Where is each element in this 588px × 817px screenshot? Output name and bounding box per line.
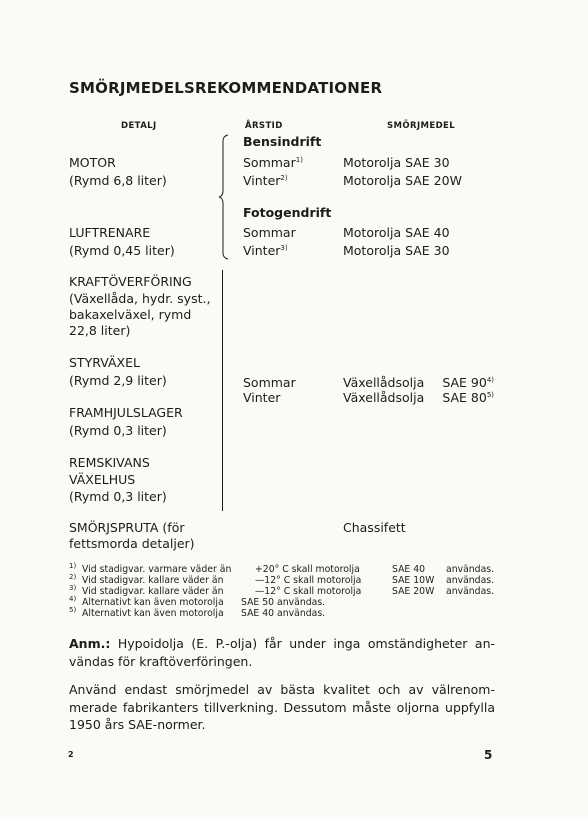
motor-season-summer: Sommar$^{1)}$ — [243, 155, 303, 170]
air-cleaner-name: LUFTRENARE — [69, 225, 151, 240]
motor-lubricant-winter: Motorolja SAE 20W — [343, 173, 462, 188]
section-producer-gas: Fotogendrift — [243, 205, 332, 220]
grease-gun-name-1: SMÖRJSPRUTA (för — [69, 520, 185, 535]
motor-season-winter: Vinter$^{2)}$ — [243, 173, 288, 188]
air-cleaner-season-winter: Vinter$^{3)}$ — [243, 243, 288, 258]
front-bearing-capacity: (Rymd 0,3 liter) — [69, 423, 167, 438]
footnote-1: $^{1)}$ Vid stadigvar. varmare väder än +20° C skall motorolja SAE 40 användas. — [69, 561, 495, 575]
air-cleaner-capacity: (Rymd 0,45 liter) — [69, 243, 175, 258]
pulley-name-2: VÄXELHUS — [69, 472, 136, 487]
remark-label: Anm.: — [69, 636, 111, 651]
transmission-detail-2: bakaxelväxel, rymd — [69, 307, 192, 322]
column-divider — [222, 270, 223, 511]
footnote-4: $^{4)}$ Alternativt kan även motorolja SAE 50 användas. — [69, 594, 326, 608]
air-cleaner-lubricant-winter: Motorolja SAE 30 — [343, 243, 450, 258]
transmission-detail-1: (Växellåda, hydr. syst., — [69, 291, 211, 306]
advice-text: Använd endast smörjmedel av bästa kvalitet och av välrenom- merade fabrikanters tillverkning. Dessutom måste oljorna uppfylla 1950 års SAE-normer. — [69, 682, 495, 732]
motor-name: MOTOR — [69, 155, 116, 170]
transmission-name: KRAFTÖVERFÖRING — [69, 274, 192, 289]
transmission-detail-3: 22,8 liter) — [69, 323, 131, 338]
footnote-2: $^{2)}$ Vid stadigvar. kallare väder än —12° C skall motorolja SAE 10W användas. — [69, 572, 495, 586]
motor-lubricant-summer: Motorolja SAE 30 — [343, 155, 450, 170]
grease-gun-lubricant: Chassifett — [343, 520, 406, 535]
remark-text: Hypoidolja (E. P.-olja) får under inga omständigheter an- vändas för kraftöverföringen. — [69, 636, 496, 669]
steering-capacity: (Rymd 2,9 liter) — [69, 373, 167, 388]
column-header-detail: DETALJ — [121, 121, 157, 131]
front-bearing-name: FRAMHJULSLAGER — [69, 405, 183, 420]
motor-capacity: (Rymd 6,8 liter) — [69, 173, 167, 188]
air-cleaner-lubricant-summer: Motorolja SAE 40 — [343, 225, 450, 240]
gear-season-summer: Sommar — [243, 375, 296, 390]
advice-paragraph — [69, 681, 495, 734]
steering-name: STYRVÄXEL — [69, 355, 140, 370]
page-number-left: 2 — [68, 750, 74, 759]
pulley-capacity: (Rymd 0,3 liter) — [69, 489, 167, 504]
page-title: SMÖRJMEDELSREKOMMENDATIONER — [69, 79, 383, 97]
gear-lubricant-winter: Växellådsolja SAE 80$^{5)}$ — [343, 390, 494, 405]
footnote-5: $^{5)}$ Alternativt kan även motorolja SAE 40 användas. — [69, 605, 326, 619]
air-cleaner-season-summer: Sommar — [243, 225, 296, 240]
footnote-3: $^{3)}$ Vid stadigvar. kallare väder än —12° C skall motorolja SAE 20W användas. — [69, 583, 495, 597]
gear-season-winter: Vinter — [243, 390, 281, 405]
gear-lubricant-summer: Växellådsolja SAE 90$^{4)}$ — [343, 375, 494, 390]
pulley-name-1: REMSKIVANS — [69, 455, 150, 470]
column-header-season: ÅRSTID — [245, 121, 283, 131]
grease-gun-name-2: fettsmorda detaljer) — [69, 536, 195, 551]
section-petrol: Bensindrift — [243, 134, 322, 149]
column-header-lubricant: SMÖRJMEDEL — [387, 121, 456, 131]
page-number-right: 5 — [484, 748, 493, 762]
group-brace — [218, 133, 232, 261]
remark-paragraph — [69, 635, 495, 670]
